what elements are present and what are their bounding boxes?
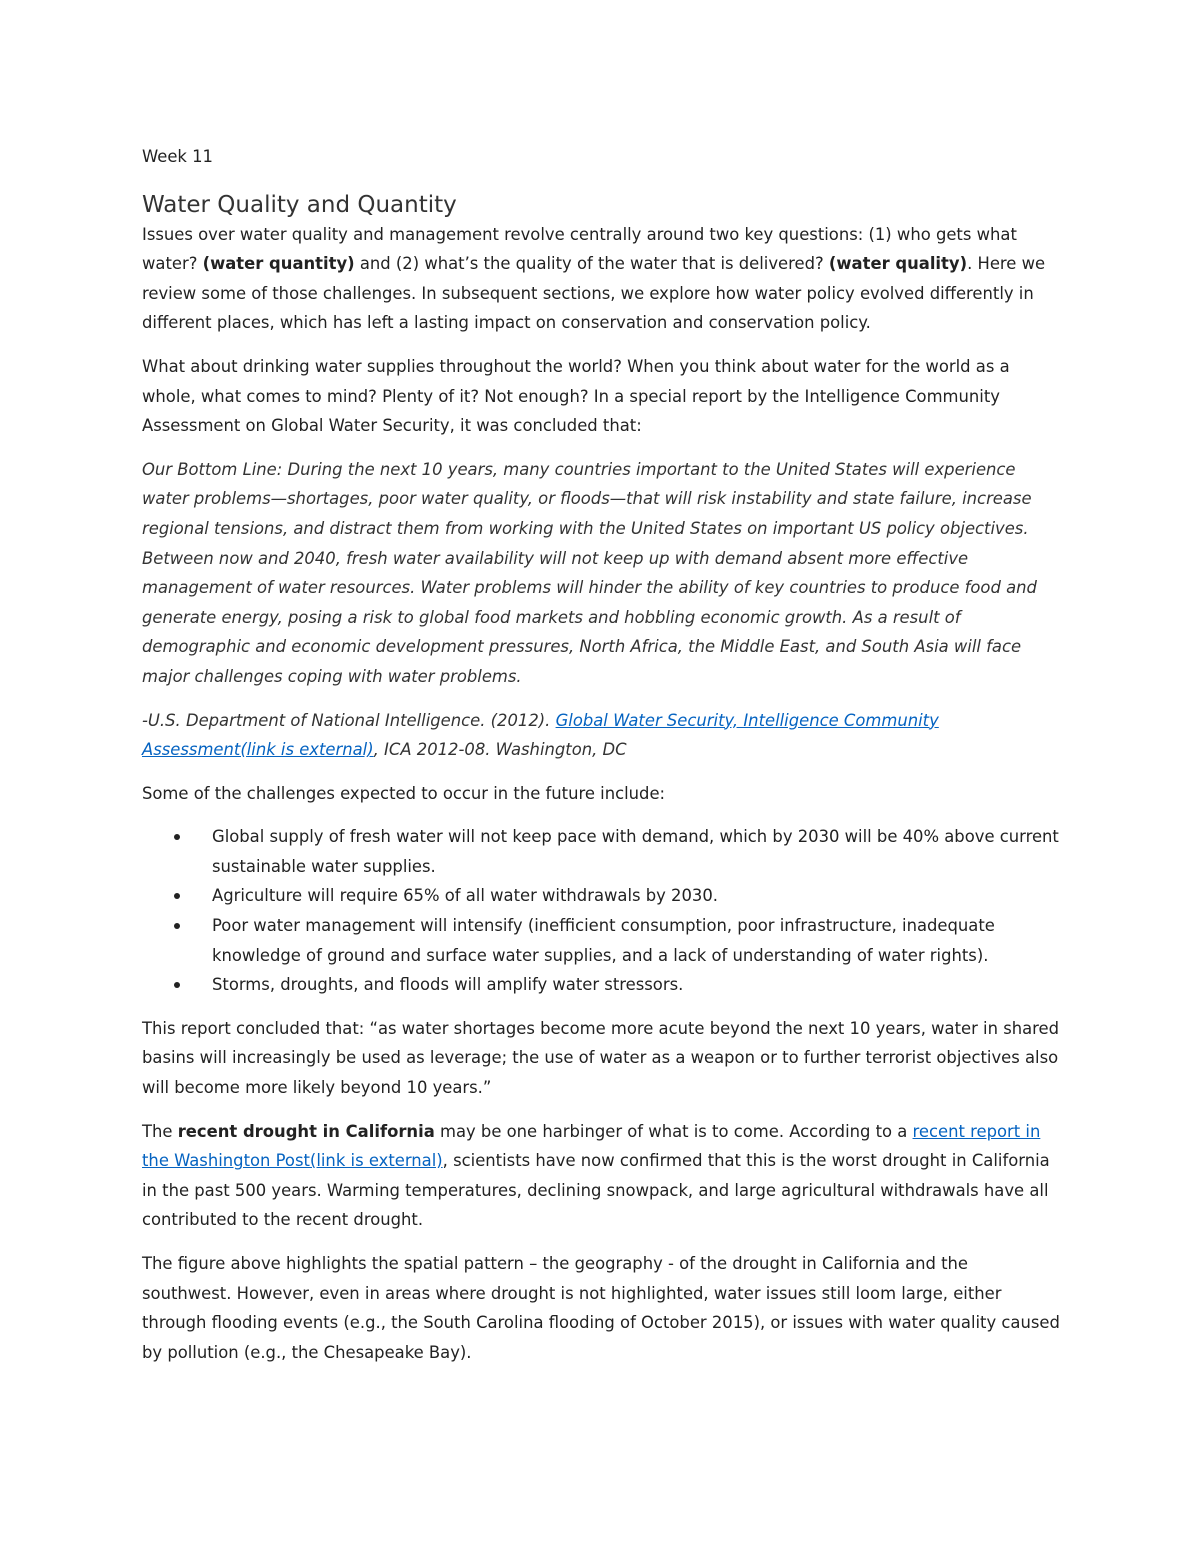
report-conclusion-paragraph: This report concluded that: “as water shortages become more acute beyond the next 10 years, water in shared basins will increasingly be used as leverage; the use of water as a weapon or to further terrorist objectives also will become more likely beyond 10 years.” bbox=[142, 1018, 1060, 1098]
challenges-list bbox=[142, 822, 1060, 1000]
page-title: Water Quality and Quantity bbox=[142, 191, 457, 218]
intro-bold-quantity: (water quantity) bbox=[202, 254, 355, 274]
challenges-intro: Some of the challenges expected to occur in the future include: bbox=[142, 783, 666, 803]
list-item: Agriculture will require 65% of all water withdrawals by 2030. bbox=[212, 881, 1060, 911]
intro-text-1: Issues over water quality and management revolve centrally around two key questions: (1) who gets what water? bbox=[142, 224, 1017, 274]
figure-paragraph: The figure above highlights the spatial pattern – the geography - of the drought in California and the southwest. However, even in areas where drought is not highlighted, water issues still loom large, either through flooding events (e.g., the South Carolina flooding of October 2015), or issues with water quality caused by pollution (e.g., the Chesapeake Bay). bbox=[142, 1254, 1060, 1362]
week-label: Week 11 bbox=[142, 147, 213, 166]
drought-text-3: , scientists have now confirmed that this is the worst drought in California in the past 500 years. Warming temperatures, declining snowpack, and large agricultural withdrawals have all contributed to the recent drought. bbox=[142, 1151, 1050, 1230]
list-item: Storms, droughts, and floods will amplify water stressors. bbox=[212, 970, 1060, 1000]
intro-text-3: . Here we review some of those challenges. In subsequent sections, we explore how water policy evolved differently in different places, which has left a lasting impact on conservation and conservation policy. bbox=[142, 254, 1046, 333]
list-item: Poor water management will intensify (inefficient consumption, poor infrastructure, inadequate knowledge of ground and surface water supplies, and a lack of understanding of water rights). bbox=[212, 911, 1060, 970]
drought-text-2: may be one harbinger of what is to come. According to a bbox=[434, 1121, 913, 1141]
global-water-security-link[interactable]: Global Water Security, Intelligence Community Assessment(link is external) bbox=[142, 710, 939, 760]
bottom-line-quote: Our Bottom Line: During the next 10 years, many countries important to the United States will experience water problems—shortages, poor water quality, or floods—that will risk instability and state failure, increase regional tensions, and distract them from working with the United States on important US policy objectives. Between now and 2040, fresh water availability will not keep up with demand absent more effective management of water resources. Water problems will hinder the ability of key countries to produce food and generate energy, posing a risk to global food markets and hobbling economic growth. As a result of demographic and economic development pressures, North Africa, the Middle East, and South Asia will face major challenges coping with water problems. bbox=[142, 459, 1037, 686]
intro-paragraph bbox=[142, 220, 1060, 338]
washington-post-link[interactable]: recent report in the Washington Post(link is external) bbox=[142, 1121, 1041, 1171]
intro-text-2: and (2) what’s the quality of the water that is delivered? bbox=[354, 254, 829, 274]
citation-prefix: -U.S. Department of National Intelligence. (2012). bbox=[142, 710, 556, 730]
list-item: Global supply of fresh water will not keep pace with demand, which by 2030 will be 40% above current sustainable water supplies. bbox=[212, 822, 1060, 881]
citation-suffix: , ICA 2012-08. Washington, DC bbox=[373, 740, 627, 760]
drought-paragraph bbox=[142, 1117, 1060, 1235]
drinking-water-paragraph: What about drinking water supplies throughout the world? When you think about water for the world as a whole, what comes to mind? Plenty of it? Not enough? In a special report by the Intelligence Community Assessment on Global Water Security, it was concluded that: bbox=[142, 356, 1010, 436]
citation bbox=[142, 706, 1060, 765]
drought-text-1: The bbox=[142, 1121, 178, 1141]
intro-bold-quality: (water quality) bbox=[828, 254, 968, 274]
drought-bold: recent drought in California bbox=[177, 1121, 435, 1141]
